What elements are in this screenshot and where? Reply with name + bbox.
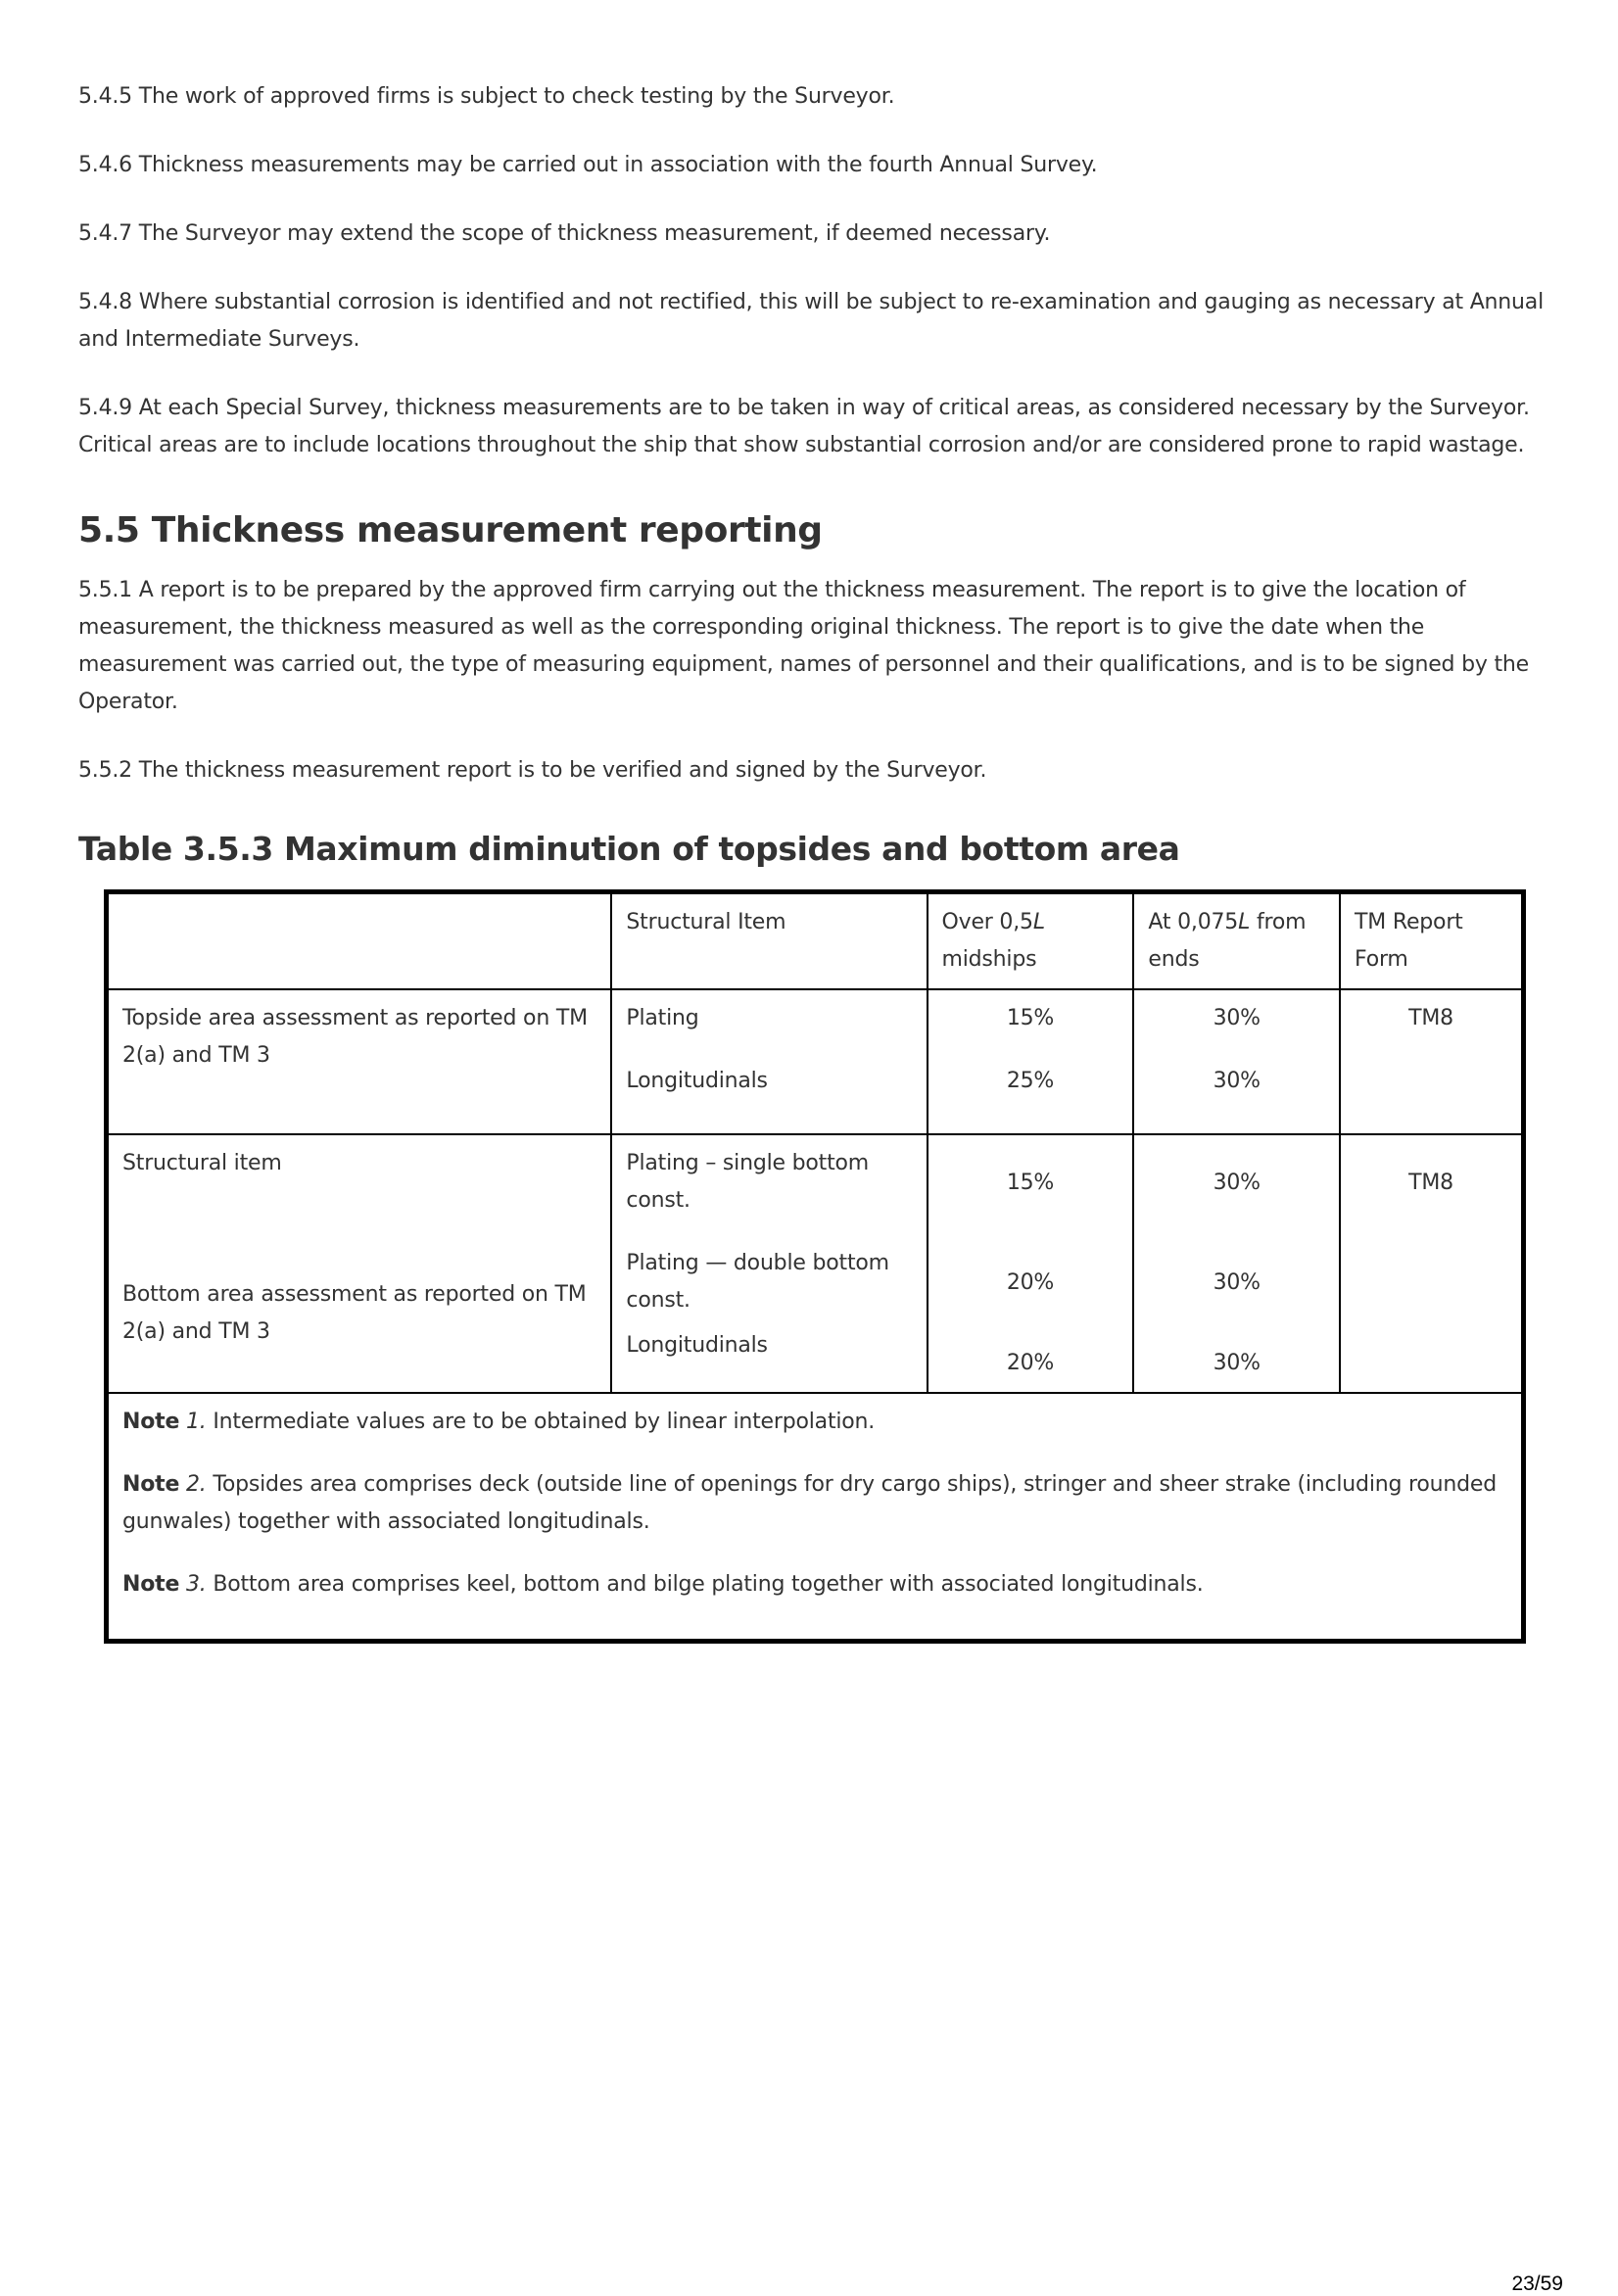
header-midships [928, 894, 1134, 989]
table-header-row [109, 894, 1521, 989]
header-structural-item: Structural Item [611, 894, 927, 989]
note-1 [122, 1404, 1507, 1441]
topside-midships-longitudinals: 25% [1006, 1069, 1055, 1093]
topside-ends [1133, 989, 1340, 1134]
bottom-label-structural-item: Structural item [122, 1151, 282, 1175]
bottom-items [611, 1134, 927, 1393]
paragraph-5-4-9: 5.4.9 At each Special Survey, thickness measurements are to be taken in way of critical areas, as considered necessary by the Surveyor. Critical areas are to include locations throughout the ship that show substantial corrosion and/or are considered prone to rapid wastage. [78, 396, 1530, 457]
header-midships-prefix: Over 0,5 [941, 910, 1033, 934]
bottom-midships-longitudinals: 20% [1006, 1351, 1055, 1375]
topside-form: TM8 [1340, 989, 1521, 1134]
bottom-label-assessment: Bottom area assessment as reported on TM 2(a) and TM 3 [122, 1282, 587, 1344]
bottom-item-longitudinals: Longitudinals [626, 1333, 768, 1358]
table-row-bottom [109, 1134, 1521, 1393]
header-ends [1133, 894, 1340, 989]
header-midships-italic: L [1032, 910, 1045, 934]
paragraph-5-4-8: 5.4.8 Where substantial corrosion is identified and not rectified, this will be subject to re-examination and gauging as necessary at Annual and Intermediate Surveys. [78, 290, 1544, 352]
topside-midships-plating: 15% [1006, 1006, 1055, 1030]
topside-label: Topside area assessment as reported on TM 2(a) and TM 3 [109, 989, 611, 1134]
document-page [78, 78, 1547, 1644]
paragraph-5-5-2: 5.5.2 The thickness measurement report is to be verified and signed by the Surveyor. [78, 758, 987, 783]
paragraph-5-5-1: 5.5.1 A report is to be prepared by the approved firm carrying out the thickness measurement. The report is to give the location of measurement, the thickness measured as well as the corresponding original thickness. The report is to give the date when the measurement was carried out, the type of measuring equipment, names of personnel and their qualifications, and is to be signed by the Operator. [78, 578, 1529, 714]
topside-ends-longitudinals: 30% [1213, 1069, 1261, 1093]
bottom-item-single: Plating – single bottom const. [626, 1151, 870, 1213]
header-ends-suffix: from ends [1148, 910, 1307, 972]
header-tm-report-form: TM Report Form [1340, 894, 1521, 989]
bottom-midships-double: 20% [1006, 1270, 1055, 1295]
header-ends-italic: L [1238, 910, 1251, 934]
header-empty-cell [109, 894, 611, 989]
table-row-topside [109, 989, 1521, 1134]
table-notes-row [109, 1393, 1521, 1639]
topside-items [611, 989, 927, 1134]
table-notes [109, 1393, 1521, 1639]
bottom-ends-longitudinals: 30% [1213, 1351, 1261, 1375]
diminution-table-grid [109, 894, 1521, 1639]
note-3 [122, 1566, 1507, 1603]
bottom-midships [928, 1134, 1134, 1393]
paragraph-5-4-6: 5.4.6 Thickness measurements may be carried out in association with the fourth Annual Survey. [78, 153, 1098, 177]
paragraph-5-4-5: 5.4.5 The work of approved firms is subject to check testing by the Surveyor. [78, 84, 895, 109]
note-3-text: Bottom area comprises keel, bottom and bilge plating together with associated longitudinals. [206, 1572, 1204, 1597]
note-1-label: Note [122, 1410, 180, 1434]
bottom-midships-single: 15% [1006, 1171, 1055, 1195]
note-2 [122, 1466, 1507, 1541]
bottom-ends-double: 30% [1213, 1270, 1261, 1295]
bottom-label [109, 1134, 611, 1393]
note-3-label: Note [122, 1572, 180, 1597]
header-midships-suffix: midships [941, 947, 1037, 972]
bottom-ends-single: 30% [1213, 1171, 1261, 1195]
topside-ends-plating: 30% [1213, 1006, 1261, 1030]
table-title: Table 3.5.3 Maximum diminution of topsides and bottom area [78, 830, 1180, 868]
note-1-number: 1. [185, 1410, 207, 1434]
bottom-form [1340, 1134, 1521, 1393]
diminution-table [104, 889, 1526, 1644]
note-1-text: Intermediate values are to be obtained by linear interpolation. [206, 1410, 876, 1434]
page-number: 23/59 [1511, 2272, 1563, 2295]
note-2-number: 2. [185, 1472, 207, 1497]
paragraph-5-4-7: 5.4.7 The Surveyor may extend the scope of thickness measurement, if deemed necessary. [78, 221, 1051, 246]
topside-midships [928, 989, 1134, 1134]
note-2-text: Topsides area comprises deck (outside line of openings for dry cargo ships), stringer and sheer strake (including rounded gunwales) together with associated longitudinals. [122, 1472, 1498, 1534]
bottom-item-double: Plating — double bottom const. [626, 1251, 889, 1313]
section-heading: 5.5 Thickness measurement reporting [78, 510, 823, 550]
bottom-ends [1133, 1134, 1340, 1393]
topside-item-plating: Plating [626, 1006, 699, 1030]
note-2-label: Note [122, 1472, 180, 1497]
topside-item-longitudinals: Longitudinals [626, 1069, 768, 1093]
header-ends-prefix: At 0,075 [1148, 910, 1239, 934]
bottom-form-value: TM8 [1408, 1171, 1453, 1195]
note-3-number: 3. [185, 1572, 207, 1597]
